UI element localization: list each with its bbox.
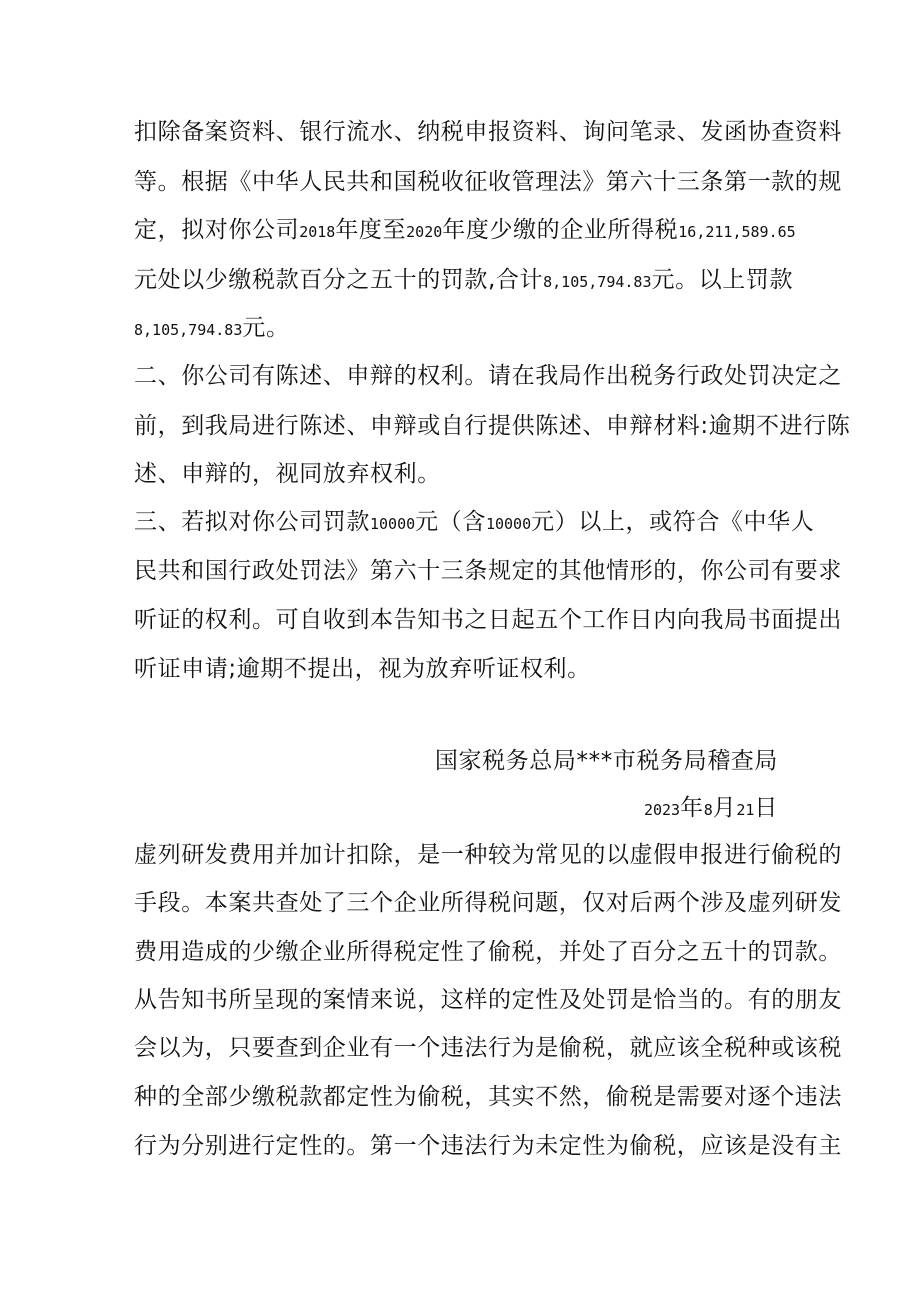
numeric-value: 2018 (299, 223, 336, 241)
numeric-value: 8 (703, 801, 713, 819)
numeric-value: 16,211,589.65 (678, 223, 796, 241)
body-line: 听证申请;逾期不提出，视为放弃听证权利。 (134, 656, 591, 682)
body-line: 民共和国行政处罚法》第六十三条规定的其他情形的，你公司有要求 (134, 558, 842, 584)
body-line: 听证的权利。可自收到本告知书之日起五个工作日内向我局书面提出 (134, 607, 842, 633)
numeric-value: 8,105,794.83 (543, 273, 652, 291)
body-line: 二、你公司有陈述、申辩的权利。请在我局作出税务行政处罚决定之 (134, 363, 842, 389)
numeric-value: 2020 (406, 223, 443, 241)
commentary-line: 虚列研发费用并加计扣除，是一种较为常见的以虚假申报进行偷税的 (134, 842, 842, 868)
numeric-value: 10000 (485, 515, 532, 533)
commentary-line: 费用造成的少缴企业所得税定性了偷税，并处了百分之五十的罚款。 (134, 939, 842, 965)
commentary-line: 从告知书所呈现的案情来说，这样的定性及处罚是恰当的。有的朋友 (134, 987, 842, 1013)
body-line: 等。根据《中华人民共和国税收征收管理法》第六十三条第一款的规 (134, 169, 842, 195)
body-line: 述、申辩的，视同放弃权利。 (134, 461, 441, 487)
numeric-value: 10000 (370, 515, 416, 533)
numeric-value: 21 (736, 801, 755, 819)
numeric-value: 8,105,794.83 (134, 321, 243, 339)
issuer-signature: 国家税务总局***市税务局稽查局 (434, 748, 778, 774)
commentary-line: 会以为，只要查到企业有一个违法行为是偷税，就应该全税种或该税 (134, 1035, 842, 1061)
body-line: 8,105,794.83元。 (134, 315, 290, 341)
commentary-line: 种的全部少缴税款都定性为偷税，其实不然，偷税是需要对逐个违法 (134, 1084, 842, 1110)
body-line: 三、若拟对你公司罚款10000元（含10000元）以上，或符合《中华人 (134, 509, 815, 535)
body-line: 元处以少缴税款百分之五十的罚款,合计8,105,794.83元。以上罚款 (134, 267, 794, 293)
body-line: 扣除备案资料、银行流水、纳税申报资料、询问笔录、发函协查资料 (134, 119, 842, 145)
body-line: 定，拟对你公司2018年度至2020年度少缴的企业所得税16,211,589.65 (134, 217, 796, 243)
commentary-line: 行为分别进行定性的。第一个违法行为未定性为偷税，应该是没有主 (134, 1133, 842, 1159)
commentary-line: 手段。本案共查处了三个企业所得税问题，仅对后两个涉及虚列研发 (134, 890, 842, 916)
body-line: 前，到我局进行陈述、申辩或自行提供陈述、申辩材料:逾期不进行陈 (134, 413, 851, 439)
issue-date: 2023年8月21日 (643, 795, 778, 821)
numeric-value: 2023 (643, 801, 681, 819)
